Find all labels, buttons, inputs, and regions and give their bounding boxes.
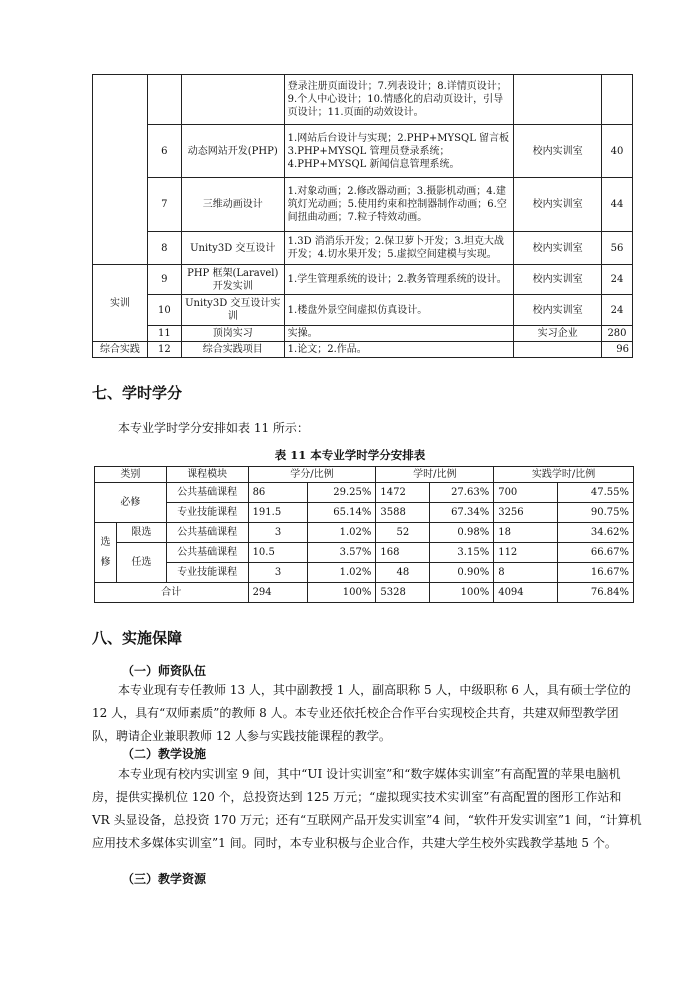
section-intro: 本专业学时学分安排如表 11 所示： <box>118 421 309 435</box>
table-row: 7 三维动画设计 1.对象动画；2.修改器动画；3.摄影机动画；4.建筑灯光动画；5.使用约束和控制器制作动画；6.空间扭曲动画；7.粒子特效动画。 校内实训室 44 <box>93 178 633 232</box>
table-row: 实训 9 PHP 框架(Laravel)开发实训 1.学生管理系统的设计；2.教务管理系统的设计。 校内实训室 24 <box>93 265 633 295</box>
table-row: 6 动态网站开发(PHP) 1.网站后台设计与实现；2.PHP+MYSQL 留言板 3.PHP+MYSQL 管理员登录系统；4.PHP+MYSQL 新闻信息管理系统。 校内实训室 40 <box>93 125 633 178</box>
subheading-faculty: （一）师资队伍 <box>122 664 207 678</box>
section-heading-8: 八、实施保障 <box>92 629 183 647</box>
subheading-facilities: （二）教学设施 <box>122 747 207 761</box>
course-table <box>92 74 633 358</box>
table-row: 10 Unity3D 交互设计实训 1.楼盘外景空间虚拟仿真设计。 校内实训室 24 <box>93 295 633 326</box>
table-row: 必修 公共基础课程 86 29.25% 1472 27.63% 700 47.55% <box>95 483 634 503</box>
table-row: 专业技能课程 3 1.02% 48 0.90% 8 16.67% <box>95 563 634 583</box>
table-total-row: 合计 294 100% 5328 100% 4094 76.84% <box>95 583 634 603</box>
subheading-resources: （三）教学资源 <box>122 872 207 886</box>
category-cell <box>93 75 148 265</box>
table-row: 11 顶岗实习 实操。 实习企业 280 <box>93 326 633 342</box>
table-row: 专业技能课程 191.5 65.14% 3588 67.34% 3256 90.75% <box>95 503 634 523</box>
paragraph-faculty: 本专业现有专任教师 13 人，其中副教授 1 人，副高职称 5 人，中级职称 6 人，具有硕士学位的 12 人，具有“双师素质”的教师 8 人。本专业还依托校企合作平台实现校企共育，共建双师型教学团队，聘请企业兼职教师 12 人参与实践技能课程的教学。 <box>92 683 631 743</box>
table-caption: 表 11 本专业学时学分安排表 <box>274 448 426 462</box>
table-row: 综合实践 12 综合实践项目 1.论文；2.作品。 96 <box>93 342 633 358</box>
table-row <box>93 75 633 125</box>
credit-table <box>94 466 634 603</box>
table-row: 任选 公共基础课程 10.5 3.57% 168 3.15% 112 66.67% <box>95 543 634 563</box>
table-row: 选修 限选 公共基础课程 3 1.02% 52 0.98% 18 34.62% <box>95 523 634 543</box>
table-header-row: 类别 课程模块 学分/比例 学时/比例 实践学时/比例 <box>95 467 634 483</box>
paragraph-facilities: 本专业现有校内实训室 9 间，其中“UI 设计实训室”和“数字媒体实训室”有高配置的苹果电脑机房，提供实操机位 120 个，总投资达到 125 万元；“虚拟现实技术实训室”有高配置的图形工作站和 VR 头显设备，总投资 170 万元；还有“互联网产品开发实训室”4 间，“软件开发实训室”1 间，“计算机应用技术多媒体实训室”1 间。同时，本专业积极与企业合作，共建大学生校外实践教学基地 5 个。 <box>92 767 642 850</box>
section-heading-7: 七、学时学分 <box>92 384 183 402</box>
table-row: 8 Unity3D 交互设计 1.3D 消消乐开发；2.保卫萝卜开发；3.坦克大战开发；4.切水果开发；5.虚拟空间建模与实现。 校内实训室 56 <box>93 232 633 265</box>
content-cell: 登录注册页面设计；7.列表设计；8.详情页设计；9.个人中心设计；10.情感化的启动页设计，引导页设计；11.页面的动效设计。 <box>284 75 514 125</box>
